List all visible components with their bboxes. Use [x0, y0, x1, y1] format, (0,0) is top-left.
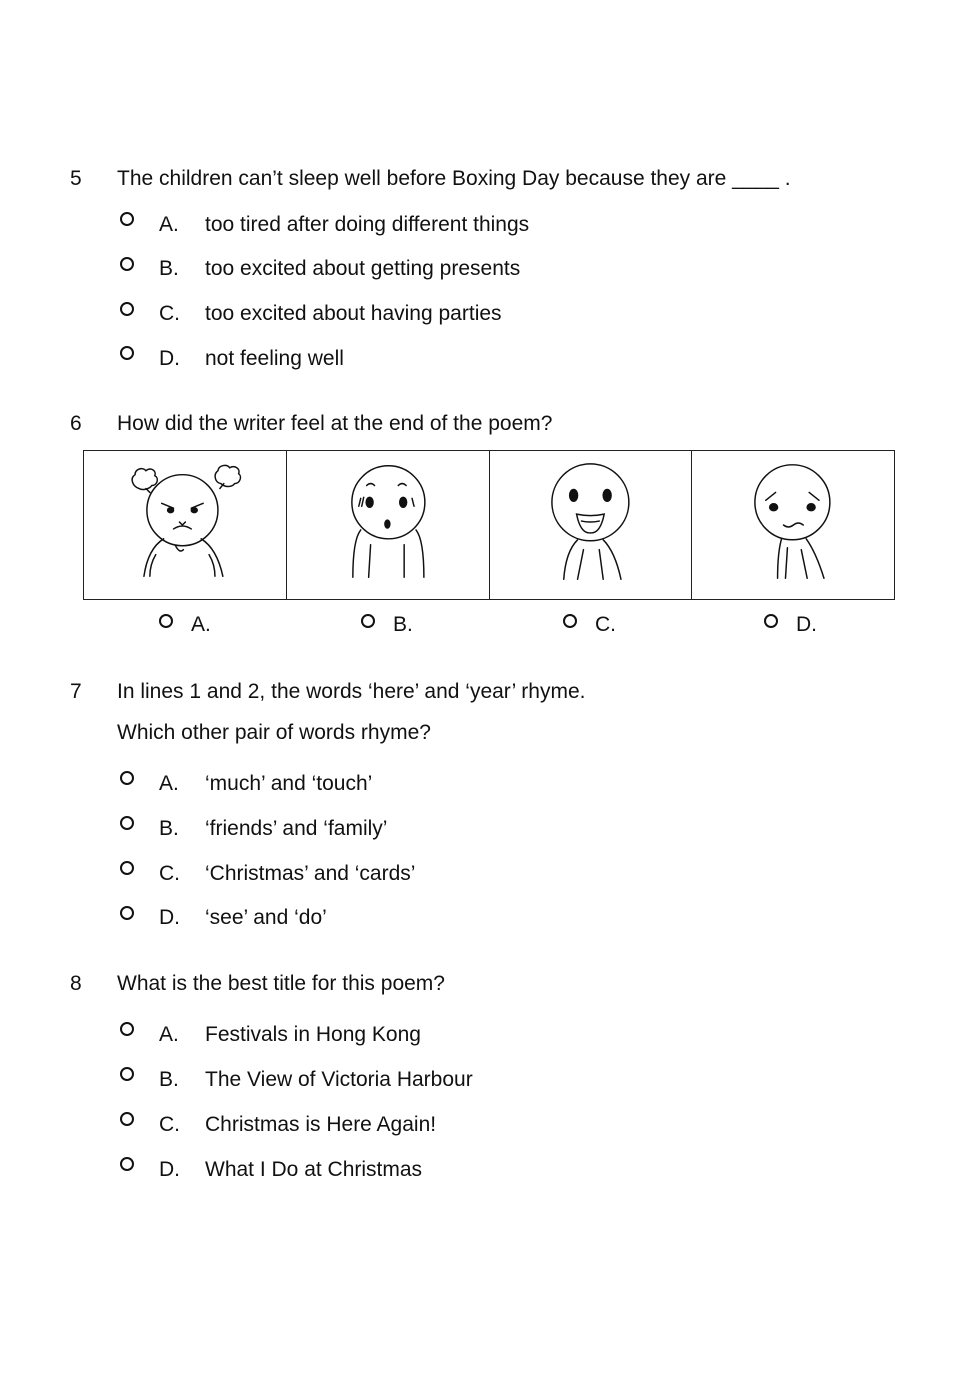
worried-face-icon	[692, 451, 894, 599]
face-cell-c	[490, 451, 693, 599]
q6-option-d-letter: D.	[796, 613, 817, 636]
q8-option-c-text: Christmas is Here Again!	[205, 1113, 437, 1136]
q5-option-d-radio[interactable]	[120, 346, 134, 360]
q7-option-c-text: ‘Christmas’ and ‘cards’	[205, 862, 416, 885]
question-8-number: 8	[70, 972, 82, 995]
question-6-text: How did the writer feel at the end of the poem?	[117, 412, 553, 435]
face-cell-d	[692, 451, 894, 599]
q7-option-d-text: ‘see’ and ‘do’	[205, 906, 327, 929]
q8-option-d-text: What I Do at Christmas	[205, 1158, 423, 1181]
q6-option-d-radio[interactable]	[764, 614, 778, 628]
q8-option-b-radio[interactable]	[120, 1067, 134, 1081]
q6-option-a-radio[interactable]	[159, 614, 173, 628]
q5-option-d-text: not feeling well	[205, 347, 344, 370]
face-cell-b	[287, 451, 490, 599]
happy-face-icon	[490, 451, 692, 599]
q5-option-b-radio[interactable]	[120, 257, 134, 271]
q5-option-a-letter: A.	[159, 213, 179, 236]
question-8-text: What is the best title for this poem?	[117, 972, 445, 995]
q5-option-a-text: too tired after doing different things	[205, 213, 530, 236]
q7-option-d-letter: D.	[159, 906, 180, 929]
q5-option-c-text: too excited about having parties	[205, 302, 502, 325]
face-cell-a	[84, 451, 287, 599]
q5-option-b-letter: B.	[159, 257, 179, 280]
q8-option-b-letter: B.	[159, 1068, 179, 1091]
q7-option-c-letter: C.	[159, 862, 180, 885]
q6-option-c-letter: C.	[595, 613, 616, 636]
q5-option-c-letter: C.	[159, 302, 180, 325]
q8-option-a-radio[interactable]	[120, 1022, 134, 1036]
q6-option-c-radio[interactable]	[563, 614, 577, 628]
q7-option-c-radio[interactable]	[120, 861, 134, 875]
faces-table	[83, 450, 895, 600]
question-7-text-line1: In lines 1 and 2, the words ‘here’ and ‘year’ rhyme.	[117, 680, 586, 703]
q7-option-b-text: ‘friends’ and ‘family’	[205, 817, 388, 840]
surprised-face-icon	[287, 451, 489, 599]
q8-option-b-text: The View of Victoria Harbour	[205, 1068, 473, 1091]
q6-option-b-letter: B.	[393, 613, 413, 636]
q8-option-d-radio[interactable]	[120, 1157, 134, 1171]
q5-option-d-letter: D.	[159, 347, 180, 370]
q8-option-a-letter: A.	[159, 1023, 179, 1046]
q8-option-d-letter: D.	[159, 1158, 180, 1181]
question-7-text-line2: Which other pair of words rhyme?	[117, 721, 431, 744]
q7-option-d-radio[interactable]	[120, 906, 134, 920]
q6-option-a-letter: A.	[191, 613, 211, 636]
q6-option-b-radio[interactable]	[361, 614, 375, 628]
q7-option-a-radio[interactable]	[120, 771, 134, 785]
q7-option-b-letter: B.	[159, 817, 179, 840]
question-6-number: 6	[70, 412, 82, 435]
question-5-text: The children can’t sleep well before Boxing Day because they are ____ .	[117, 167, 791, 190]
q8-option-c-letter: C.	[159, 1113, 180, 1136]
q5-option-a-radio[interactable]	[120, 212, 134, 226]
angry-face-icon	[84, 451, 286, 599]
q8-option-a-text: Festivals in Hong Kong	[205, 1023, 421, 1046]
q8-option-c-radio[interactable]	[120, 1112, 134, 1126]
q7-option-b-radio[interactable]	[120, 816, 134, 830]
question-7-number: 7	[70, 680, 82, 703]
q7-option-a-text: ‘much’ and ‘touch’	[205, 772, 373, 795]
q5-option-c-radio[interactable]	[120, 302, 134, 316]
q7-option-a-letter: A.	[159, 772, 179, 795]
question-5-number: 5	[70, 167, 82, 190]
q5-option-b-text: too excited about getting presents	[205, 257, 521, 280]
